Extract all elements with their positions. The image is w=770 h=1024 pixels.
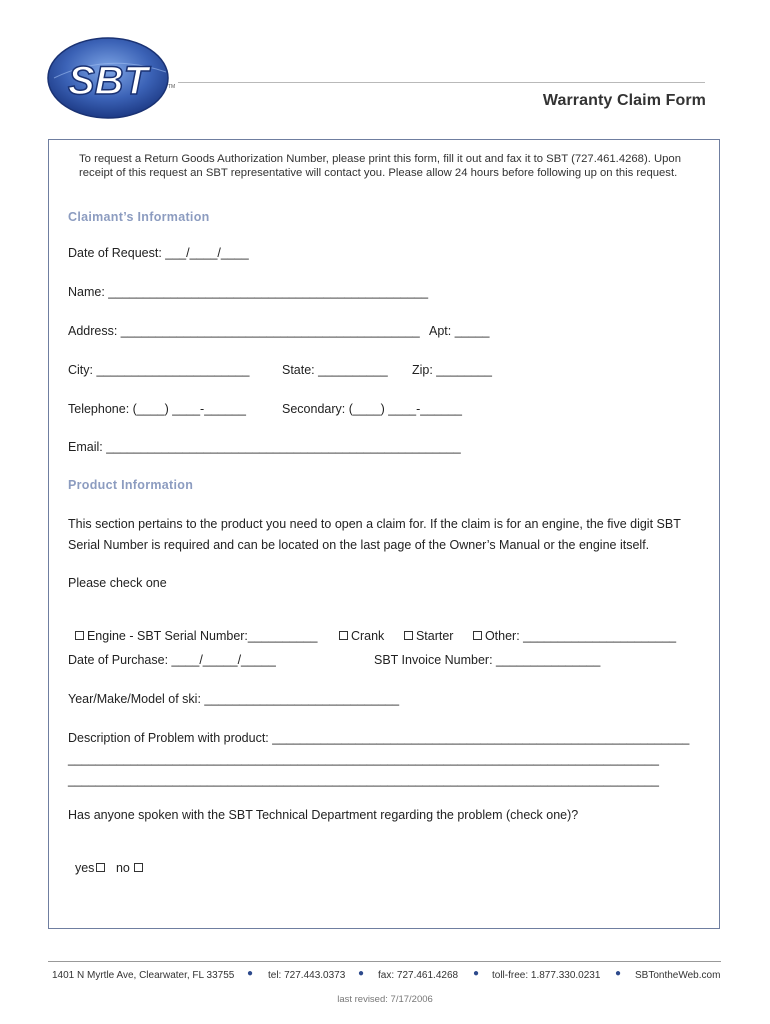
- other-option[interactable]: [466, 615, 676, 643]
- sbt-logo: [40, 32, 180, 122]
- trademark-mark: TM: [168, 84, 176, 90]
- yes-option[interactable]: [68, 847, 108, 875]
- page-title: Warranty Claim Form: [542, 92, 706, 109]
- starter-option[interactable]: [397, 615, 453, 643]
- yes-label: yes: [74, 861, 95, 875]
- address-field[interactable]: Address: ___________________________________________: [68, 324, 420, 338]
- footer-tollfree: toll-free: 1.877.330.0231: [492, 970, 601, 981]
- footer-divider: [48, 961, 721, 962]
- yes-checkbox[interactable]: [96, 863, 105, 872]
- intro-line-1: To request a Return Goods Authorization Number, please print this form, fill it out and fax it to SBT (727.461.4268). Upon: [79, 153, 681, 165]
- starter-checkbox[interactable]: [404, 631, 413, 640]
- product-heading: Product Information: [68, 478, 194, 492]
- problem-description-field[interactable]: Description of Problem with product: ____________________________________________________________: [68, 731, 690, 745]
- no-label: no: [115, 861, 130, 875]
- crank-checkbox[interactable]: [339, 631, 348, 640]
- last-revised-date: last revised: 7/17/2006: [337, 994, 433, 1005]
- year-make-model-field[interactable]: Year/Make/Model of ski: ____________________________: [68, 692, 400, 706]
- bullet-icon: ●: [358, 968, 365, 979]
- bullet-icon: ●: [247, 968, 254, 979]
- no-option[interactable]: [109, 847, 146, 875]
- name-field[interactable]: Name: ______________________________________________: [68, 285, 429, 299]
- telephone-field[interactable]: Telephone: (____) ____-______: [68, 402, 246, 416]
- footer-address: 1401 N Myrtle Ave, Clearwater, FL 33755: [52, 970, 235, 981]
- date-of-purchase-field[interactable]: Date of Purchase: ____/_____/_____: [68, 653, 276, 667]
- bullet-icon: ●: [615, 968, 622, 979]
- product-desc-line-1: This section pertains to the product you need to open a claim for. If the claim is for an engine, the five digit SBT: [68, 517, 681, 531]
- email-field[interactable]: Email: ___________________________________________________: [68, 440, 461, 454]
- intro-line-2: receipt of this request an SBT representative will contact you. Please allow 24 hours before following up on this request.: [79, 167, 678, 179]
- intro-text: [79, 152, 699, 180]
- city-field[interactable]: City: ______________________: [68, 363, 250, 377]
- other-checkbox[interactable]: [473, 631, 482, 640]
- invoice-number-field[interactable]: SBT Invoice Number: _______________: [374, 653, 601, 667]
- tech-department-question: Has anyone spoken with the SBT Technical Department regarding the problem (check one)?: [68, 808, 579, 822]
- engine-checkbox[interactable]: [75, 631, 84, 640]
- no-checkbox[interactable]: [134, 863, 143, 872]
- please-check-label: Please check one: [68, 576, 167, 590]
- engine-option-label: Engine - SBT Serial Number:__________: [86, 629, 318, 643]
- header-divider: [178, 82, 705, 83]
- date-of-request-field[interactable]: Date of Request: ___/____/____: [68, 246, 249, 260]
- footer-fax: fax: 727.461.4268: [378, 970, 459, 981]
- crank-option-label: Crank: [350, 629, 385, 643]
- product-desc-line-2: Serial Number is required and can be located on the last page of the Owner’s Manual or the engine itself.: [68, 538, 650, 552]
- footer-website-link[interactable]: SBTontheWeb.com: [635, 970, 721, 981]
- state-field[interactable]: State: __________: [282, 363, 388, 377]
- product-description-text: [68, 514, 708, 556]
- footer-tel: tel: 727.443.0373: [268, 970, 346, 981]
- other-option-label: Other: ______________________: [484, 629, 677, 643]
- starter-option-label: Starter: [415, 629, 454, 643]
- crank-option[interactable]: [332, 615, 384, 643]
- logo-wordmark: SBT: [68, 59, 148, 103]
- problem-description-line-2[interactable]: _____________________________________________________________________________________: [68, 752, 659, 766]
- claimant-heading: Claimant’s Information: [68, 210, 210, 224]
- secondary-phone-field[interactable]: Secondary: (____) ____-______: [282, 402, 462, 416]
- bullet-icon: ●: [473, 968, 480, 979]
- zip-field[interactable]: Zip: ________: [412, 363, 492, 377]
- problem-description-line-3[interactable]: _____________________________________________________________________________________: [68, 773, 659, 787]
- apt-field[interactable]: Apt: _____: [429, 324, 490, 338]
- engine-option[interactable]: [68, 615, 317, 643]
